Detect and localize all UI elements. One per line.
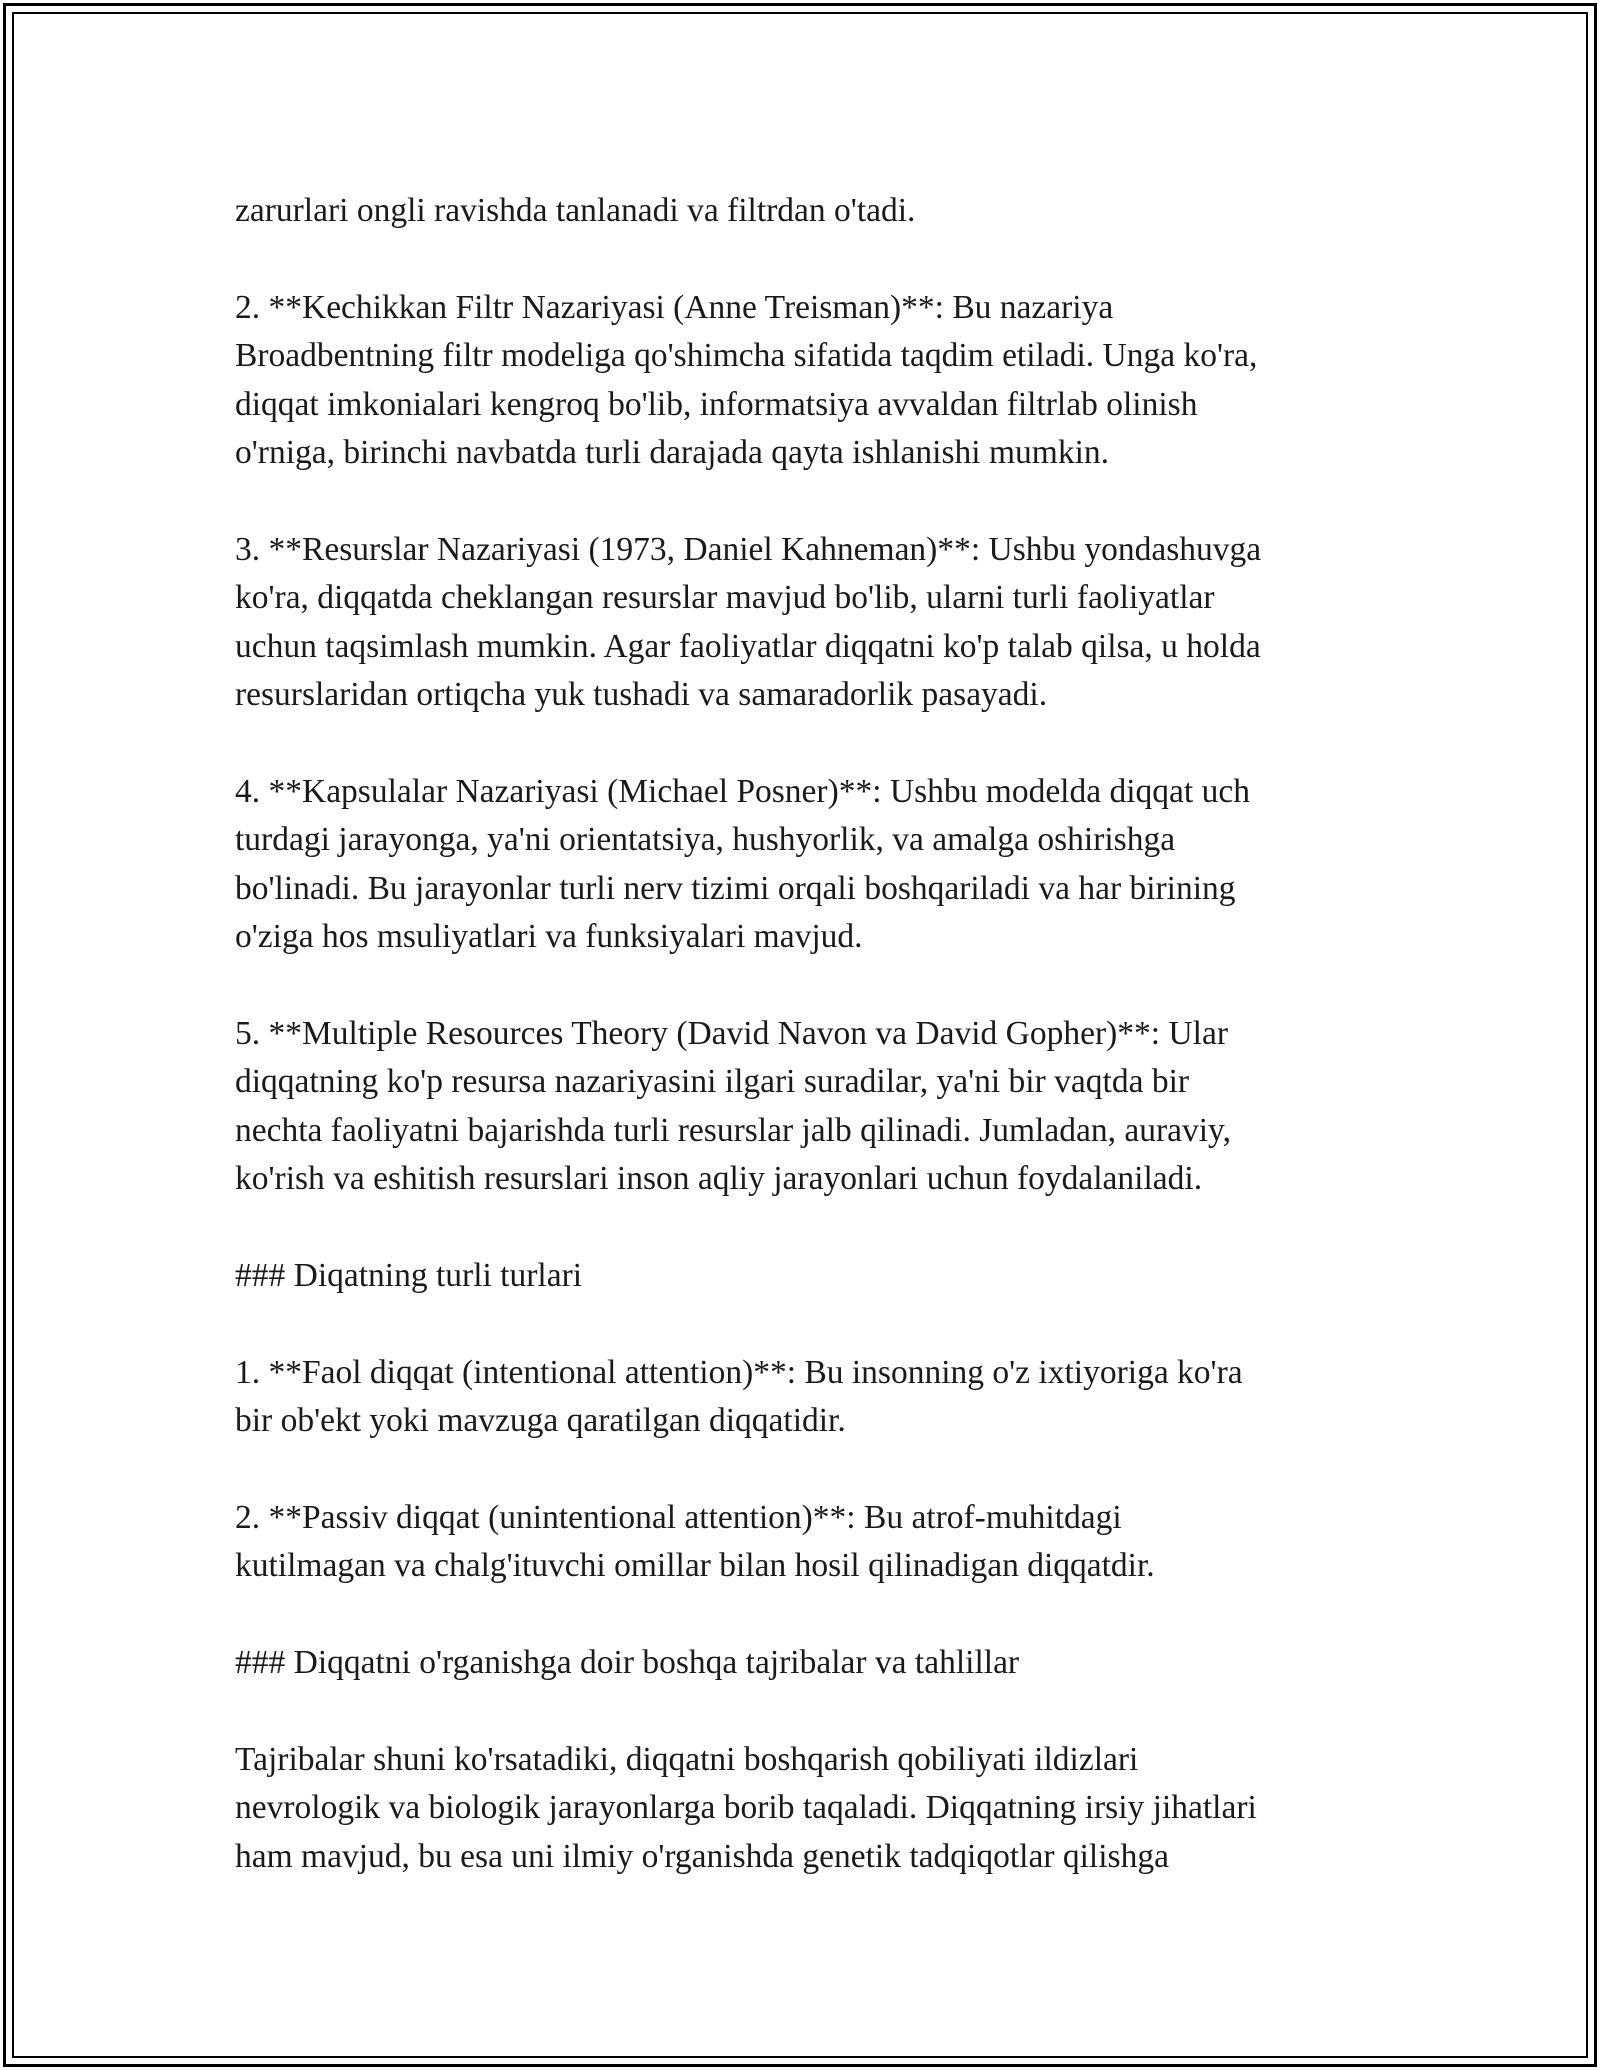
text-line: ### Diqqatni o'rganishga doir boshqa tajribalar va tahlillar: [235, 1644, 1020, 1682]
paragraph-resurslar: [235, 526, 1385, 720]
text-line: 5. **Multiple Resources Theory (David Navon va David Gopher)**: Ular: [235, 1014, 1228, 1052]
text-line: Tajribalar shuni ko'rsatadiki, diqqatni boshqarish qobiliyati ildizlari: [235, 1740, 1139, 1778]
text-line: Broadbentning filtr modeliga qo'shimcha sifatida taqdim etiladi. Unga ko'ra,: [235, 337, 1258, 375]
text-line: 1. **Faol diqqat (intentional attention)**: Bu insonning o'z ixtiyoriga ko'ra: [235, 1353, 1243, 1391]
text-line: o'ziga hos msuliyatlari va funksiyalari mavjud.: [235, 918, 863, 956]
text-line: ham mavjud, bu esa uni ilmiy o'rganishda genetik tadqiqotlar qilishga: [235, 1837, 1169, 1875]
text-line: zarurlari ongli ravishda tanlanadi va filtrdan o'tadi.: [235, 192, 916, 229]
paragraph-continuation: [235, 187, 1385, 235]
heading-tajribalar: [235, 1639, 1385, 1687]
paragraph-faol-diqqat: [235, 1349, 1385, 1446]
text-line: bir ob'ekt yoki mavzuga qaratilgan diqqatidir.: [235, 1402, 846, 1440]
text-line: o'rniga, birinchi navbatda turli darajada qayta ishlanishi mumkin.: [235, 434, 1110, 472]
text-line: ko'ra, diqqatda cheklangan resurslar mavjud bo'lib, ularni turli faoliyatlar: [235, 579, 1215, 617]
text-line: ko'rish va eshitish resurslari inson aqliy jarayonlari uchun foydalaniladi.: [235, 1160, 1203, 1198]
text-line: nevrologik va biologik jarayonlarga borib taqaladi. Diqqatning irsiy jihatlari: [235, 1789, 1257, 1827]
paragraph-passiv-diqqat: [235, 1494, 1385, 1591]
text-line: ### Diqatning turli turlari: [235, 1256, 583, 1294]
text-line: 2. **Kechikkan Filtr Nazariyasi (Anne Treisman)**: Bu nazariya: [235, 288, 1114, 326]
text-line: kutilmagan va chalg'ituvchi omillar bilan hosil qilinadigan diqqatdir.: [235, 1547, 1155, 1585]
text-line: 3. **Resurslar Nazariyasi (1973, Daniel Kahneman)**: Ushbu yondashuvga: [235, 530, 1262, 568]
text-line: bo'linadi. Bu jarayonlar turli nerv tizimi orqali boshqariladi va har birining: [235, 869, 1236, 907]
text-line: uchun taqsimlash mumkin. Agar faoliyatlar diqqatni ko'p talab qilsa, u holda: [235, 627, 1261, 665]
paragraph-kechikkan-filtr: [235, 284, 1385, 478]
paragraph-multiple-resources: [235, 1010, 1385, 1204]
text-line: nechta faoliyatni bajarishda turli resurslar jalb qilinadi. Jumladan, auraviy,: [235, 1111, 1231, 1149]
heading-diqat-turlari: [235, 1252, 1385, 1300]
text-line: turdagi jarayonga, ya'ni orientatsiya, hushyorlik, va amalga oshirishga: [235, 821, 1176, 859]
paragraph-closing: [235, 1736, 1385, 1881]
paragraph-kapsulalar: [235, 768, 1385, 962]
text-line: resurslaridan ortiqcha yuk tushadi va samaradorlik pasayadi.: [235, 676, 1048, 714]
document-body: [235, 187, 1385, 1929]
text-line: diqqatning ko'p resursa nazariyasini ilgari suradilar, ya'ni bir vaqtda bir: [235, 1063, 1190, 1101]
text-line: diqqat imkonialari kengroq bo'lib, informatsiya avvaldan filtrlab olinish: [235, 385, 1198, 423]
text-line: 4. **Kapsulalar Nazariyasi (Michael Posner)**: Ushbu modelda diqqat uch: [235, 772, 1250, 810]
text-line: 2. **Passiv diqqat (unintentional attention)**: Bu atrof-muhitdagi: [235, 1498, 1122, 1536]
